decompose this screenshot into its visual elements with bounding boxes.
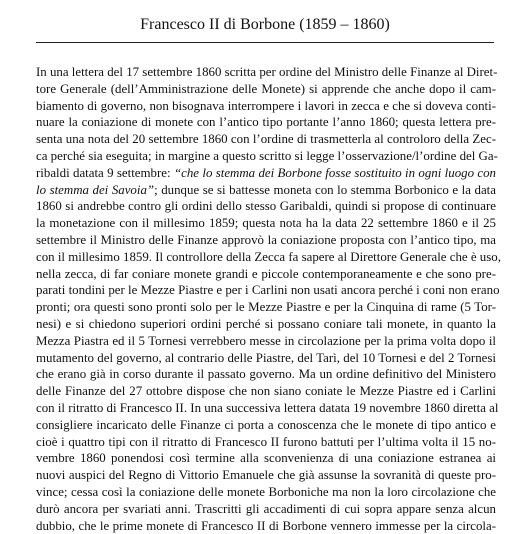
text-line xyxy=(36,484,496,501)
text-segment: nella zecca, di far coniare monete grandi e piccole contemporaneamente e che sono pre- xyxy=(36,266,496,281)
text-segment: ribaldi datata 9 settembre: xyxy=(36,165,174,180)
text-segment: Mezza Piastra ed il 5 Tornesi verrebbero messe in circolazione per la prima volta dopo il xyxy=(36,333,496,348)
text-line xyxy=(36,266,496,283)
text-line xyxy=(36,350,496,367)
title-divider xyxy=(36,42,494,43)
text-segment: tore Generale (dell’Amministrazione delle Monete) si apprende che anche dopo il cam- xyxy=(36,81,496,96)
text-segment: dubbio, che le prime monete di Francesco II di Borbone vennero immesse per la circola- xyxy=(36,518,496,533)
text-line xyxy=(36,114,496,131)
text-segment: vince; cessa così la coniazione delle monete Borboniche ma non la loro circolazione che xyxy=(36,484,496,499)
text-segment: con il ritratto di Francesco II. In una successiva lettera datata 19 novembre 1860 diretta al xyxy=(36,400,499,415)
text-segment: nuare la coniazione di monete con l’antico tipo portante l’anno 1860; questa lettera pre- xyxy=(36,115,496,130)
text-segment: che erano già in corso durante il passato governo. Ma un ordine definitivo del Ministero xyxy=(36,367,496,382)
text-line xyxy=(36,64,496,81)
text-segment: delle Finanze del 27 ottobre dispose che non siano coniate le Mezze Piastre ed i Carlini xyxy=(36,384,496,399)
text-segment: con il millesimo 1859. Il controllore della Zecca fa sapere al Direttore Generale che è uso, xyxy=(36,249,501,264)
text-line xyxy=(36,148,496,165)
text-segment: cioè i quattro tipi con il ritratto di Francesco II furono battuti per l’ultima volta il 15 no- xyxy=(36,434,496,449)
text-line xyxy=(36,518,496,534)
text-segment: 1860 si andrebbe contro gli ordini dello stesso Garibaldi, quindi si propose di continuare xyxy=(36,199,496,214)
text-line xyxy=(36,333,496,350)
text-line xyxy=(36,232,496,249)
text-segment: nesi) e si chiedono superiori ordini perché si possano coniare tali monete, in quanto la xyxy=(36,316,496,331)
text-line xyxy=(36,182,496,199)
text-segment: ca perché sia eseguita; in margine a questo scritto si legge l’osservazione/l’ordine del Ga- xyxy=(36,148,498,163)
quoted-text: “che lo stemma dei Borbone fosse sostituito in ogni luogo con xyxy=(173,165,497,180)
text-line xyxy=(36,215,496,232)
text-segment: durò ancora per svariati anni. Trascritti gli accadimenti di cui sopra appare senza alcun xyxy=(36,501,496,516)
page-title: Francesco II di Borbone (1859 – 1860) xyxy=(140,16,390,33)
text-line xyxy=(36,450,496,467)
text-line xyxy=(36,81,496,98)
text-segment: la monetazione con il millesimo 1859; questa nota ha la data 22 settembre 1860 e il 25 xyxy=(36,216,496,231)
text-line xyxy=(36,131,496,148)
text-line xyxy=(36,98,496,115)
text-segment: parati tondini per le Mezze Piastre e per i Carlini non usati ancora perché i coni non erano xyxy=(36,283,500,298)
text-line xyxy=(36,467,496,484)
text-segment: senta una nota del 20 settembre 1860 con l’ordine di trasmetterla al controloro della Zec- xyxy=(36,132,496,147)
text-line xyxy=(36,501,496,518)
text-line xyxy=(36,165,496,182)
text-segment: In una lettera del 17 settembre 1860 scritta per ordine del Ministro delle Finanze al Diret- xyxy=(36,65,498,79)
text-segment: mutamento del governo, al contrario delle Piastre, del Tarì, del 10 Tornesi e del 2 Tornesi xyxy=(36,350,496,365)
quoted-text: lo stemma dei Savoia” xyxy=(36,182,155,197)
text-segment: ; dunque se si battesse moneta con lo stemma Borbonico e la data xyxy=(154,182,496,197)
text-line xyxy=(36,249,501,266)
text-segment: pronti; ora questi sono pronti solo per le Mezze Piastre e per la Cinquina di rame (5 Tor- xyxy=(36,300,496,315)
text-segment: biamento di governo, non bisognava interrompere i lavori in zecca e che si doveva conti- xyxy=(36,98,496,113)
text-line xyxy=(36,316,496,333)
text-line xyxy=(36,400,499,417)
text-segment: settembre il Ministro delle Finanze approvò la coniazione proposta con l’antico tipo, ma xyxy=(36,232,496,247)
text-segment: consigliere incaricato delle Finanze ci porta a conoscenza che le monete di tipo antico e xyxy=(36,417,496,432)
text-line xyxy=(36,417,496,434)
text-line xyxy=(36,198,496,215)
text-segment: nuovi auspici del Regno di Vittorio Emanuele che già assunse la sovranità di queste pro- xyxy=(36,468,496,483)
text-line xyxy=(36,299,496,316)
text-segment: vembre 1860 ponendosi così termine alla sconvenienza di una coniazione estranea ai xyxy=(36,451,496,466)
text-line xyxy=(36,366,496,383)
text-line xyxy=(36,434,496,451)
text-line xyxy=(36,282,500,299)
text-line xyxy=(36,383,496,400)
body-paragraph xyxy=(36,64,501,534)
